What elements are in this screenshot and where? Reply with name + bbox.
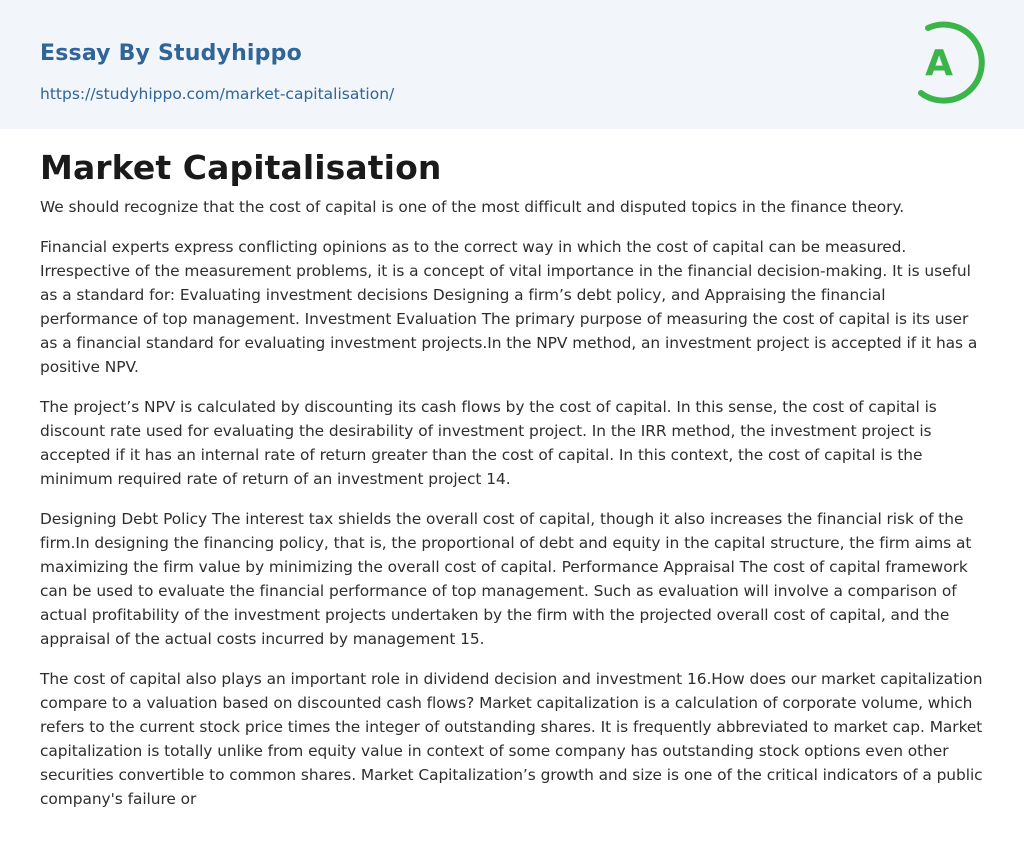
article-paragraph: The project’s NPV is calculated by discounting its cash flows by the cost of capital. In this sense, the cost of capital is discount rate used for evaluating the desirability of investment project. In the IRR method, the investment project is accepted if it has an internal rate of return greater than the cost of capital. In this context, the cost of capital is the minimum required rate of return of an investment project 14. bbox=[40, 398, 937, 488]
site-header bbox=[0, 0, 1024, 129]
article-paragraph: The cost of capital also plays an important role in dividend decision and investment 16.How does our market capitalization compare to a valuation based on discounted cash flows? Market capitalization is a calculation of corporate volume, which refers to the current stock price times the integer of outstanding shares. It is frequently abbreviated to market cap. Market capitalization is totally unlike from equity value in context of some company has outstanding stock options even other securities convertible to common shares. Market Capitalization’s growth and size is one of the critical indicators of a public company's failure or bbox=[40, 670, 983, 808]
article-paragraph: We should recognize that the cost of capital is one of the most difficult and disputed topics in the finance theory. bbox=[40, 198, 905, 216]
studyhippo-logo-icon[interactable] bbox=[910, 18, 988, 106]
article-paragraph: Financial experts express conflicting opinions as to the correct way in which the cost of capital can be measured. Irrespective of the measurement problems, it is a concept of vital importance in the financial decision-making. It is useful as a standard for: Evaluating investment decisions Designing a firm’s debt policy, and Appraising the financial performance of top management. Investment Evaluation The primary purpose of measuring the cost of capital is its user as a financial standard for evaluating investment projects.In the NPV method, an investment project is accepted if it has a positive NPV. bbox=[40, 238, 978, 376]
source-url-link[interactable]: https://studyhippo.com/market-capitalisation/ bbox=[40, 85, 395, 103]
brand-title[interactable]: Essay By Studyhippo bbox=[40, 41, 302, 66]
article-paragraph: Designing Debt Policy The interest tax shields the overall cost of capital, though it also increases the financial risk of the firm.In designing the financing policy, that is, the proportional of debt and equity in the capital structure, the firm aims at maximizing the firm value by minimizing the overall cost of capital. Performance Appraisal The cost of capital framework can be used to evaluate the financial performance of top management. Such as evaluation will involve a comparison of actual profitability of the investment projects undertaken by the firm with the projected overall cost of capital, and the appraisal of the actual costs incurred by management 15. bbox=[40, 510, 972, 648]
logo-letter: A bbox=[925, 43, 953, 84]
article bbox=[40, 129, 985, 811]
article-title: Market Capitalisation bbox=[40, 148, 442, 187]
